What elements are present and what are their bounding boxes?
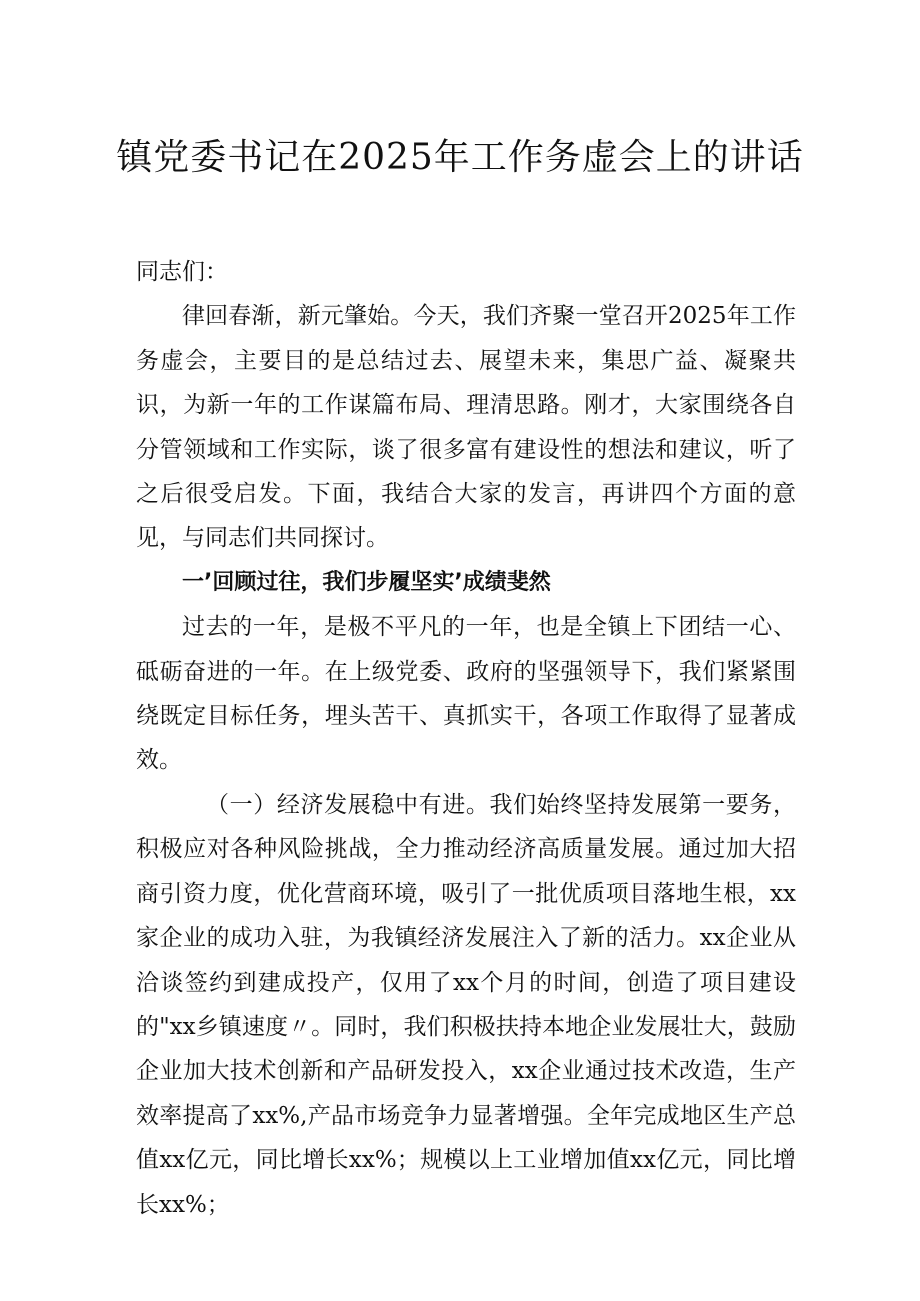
intro-paragraph: 律回春渐，新元肇始。今天，我们齐聚一堂召开2025年工作务虚会，主要目的是总结过去、展望未来，集思广益、凝聚共识，为新一年的工作谋篇布局、理清思路。刚才，大家围绕各自分管领域和工作实际，谈了很多富有建设性的想法和建议，听了之后很受启发。下面，我结合大家的发言，再讲四个方面的意见，与同志们共同探讨。 [136, 303, 796, 552]
document-body [136, 250, 796, 1227]
section-1-intro-paragraph: 过去的一年，是极不平凡的一年，也是全镇上下团结一心、砥砺奋进的一年。在上级党委、政府的坚强领导下，我们紧紧围绕既定目标任务，埋头苦干、真抓实干，各项工作取得了显著成效。 [136, 614, 796, 774]
section-heading-1: 一’回顾过往，我们步履坚实’成绩斐然 [182, 569, 551, 595]
document-title: 镇党委书记在2025年工作务虚会上的讲话 [116, 137, 804, 178]
salutation: 同志们： [136, 259, 228, 285]
subsection-1-paragraph: （一）经济发展稳中有进。我们始终坚持发展第一要务，积极应对各种风险挑战，全力推动经济高质量发展。通过加大招商引资力度，优化营商环境，吸引了一批优质项目落地生根，xx家企业的成功入驻，为我镇经济发展注入了新的活力。xx企业从洽谈签约到建成投产，仅用了xx个月的时间，创造了项目建设的"xx乡镇速度〃。同时，我们积极扶持本地企业发展壮大，鼓励企业加大技术创新和产品研发投入，xx企业通过技术改造，生产效率提高了xx%,产品市场竞争力显著增强。全年完成地区生产总值xx亿元，同比增长xx%；规模以上工业增加值xx亿元，同比增长xx%； [136, 791, 796, 1218]
